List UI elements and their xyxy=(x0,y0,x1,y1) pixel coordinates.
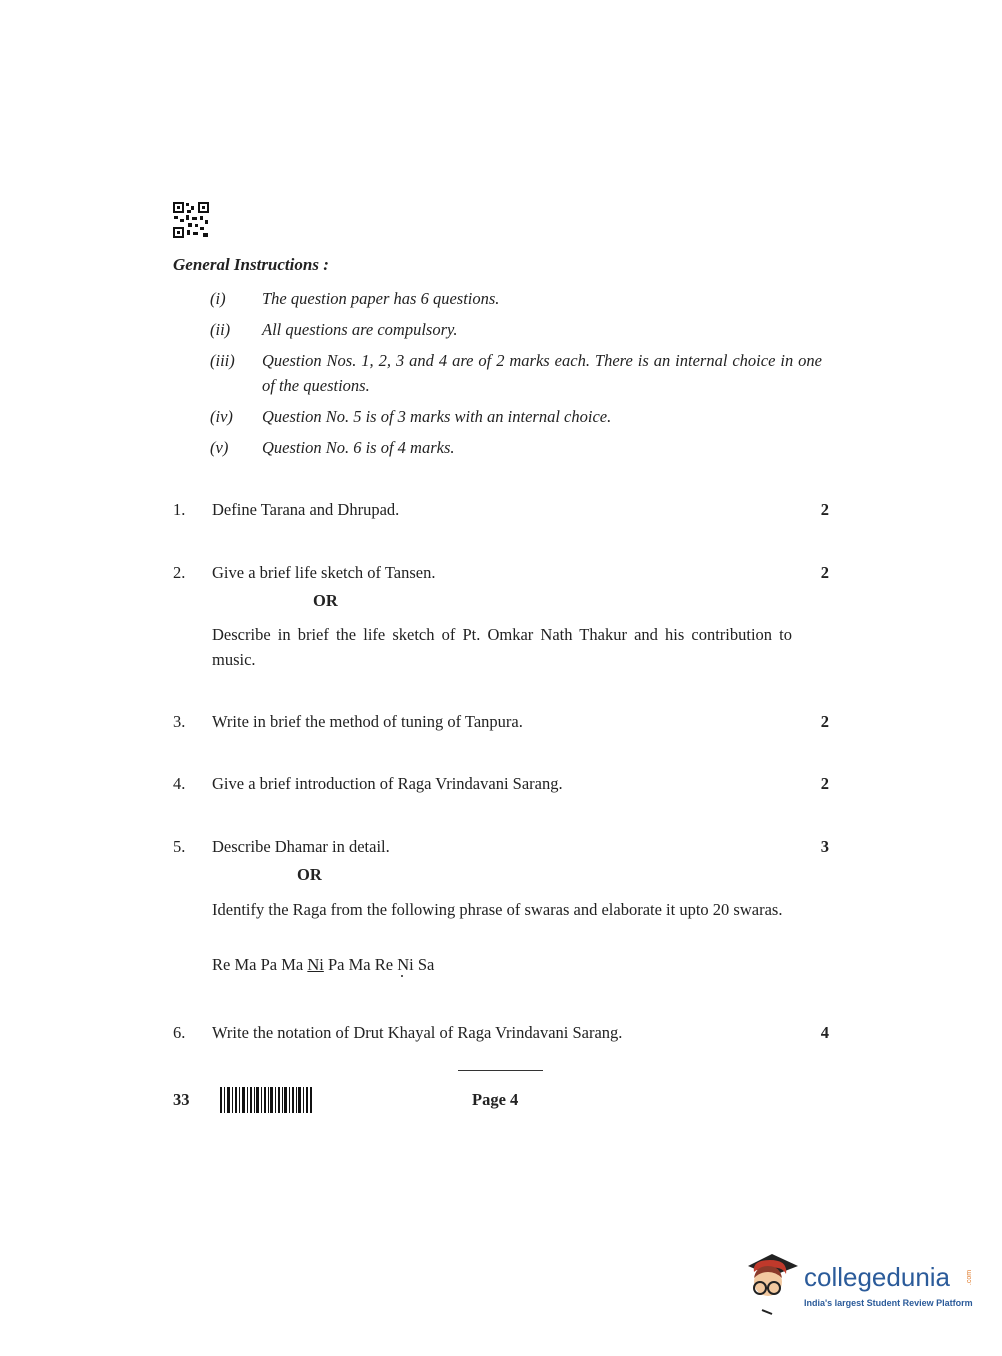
swara: Ma xyxy=(234,955,257,974)
swara: Re xyxy=(212,955,231,974)
question-number: 6. xyxy=(173,1023,186,1042)
swara: Re xyxy=(374,955,394,974)
instruction-text: Question Nos. 1, 2, 3 and 4 are of 2 marks each. There is an internal choice in one of the questions. xyxy=(262,351,822,395)
or-label: OR xyxy=(313,591,338,610)
logo-wordmark: collegedunia xyxy=(804,1262,951,1292)
alternate-question: Identify the Raga from the following phrase of swaras and elaborate it upto 20 swaras. xyxy=(212,900,783,919)
question-marks: 2 xyxy=(820,500,829,519)
question-number: 4. xyxy=(173,774,186,793)
swara-komal: Ni xyxy=(307,955,324,974)
swara: Pa xyxy=(260,955,278,974)
instruction-number: (iv) xyxy=(210,407,233,426)
page-number: Page 4 xyxy=(472,1090,519,1109)
instructions-title: General Instructions : xyxy=(173,255,329,274)
swara: Ma xyxy=(281,955,304,974)
question-number: 1. xyxy=(173,500,186,519)
swara-phrase xyxy=(212,952,792,977)
mascot-icon xyxy=(742,1248,802,1316)
collegedunia-logo xyxy=(742,1248,972,1318)
question-marks: 3 xyxy=(820,837,829,856)
swara-mandra: Ni xyxy=(397,955,414,974)
question-text: Give a brief introduction of Raga Vrindavani Sarang. xyxy=(212,774,563,793)
question-text: Define Tarana and Dhrupad. xyxy=(212,500,400,519)
instruction-number: (v) xyxy=(210,438,229,457)
question-text: Write in brief the method of tuning of Tanpura. xyxy=(212,712,523,731)
instruction-text: The question paper has 6 questions. xyxy=(262,289,500,308)
question-marks: 2 xyxy=(820,774,829,793)
qr-code xyxy=(173,202,209,238)
instruction-text: Question No. 6 is of 4 marks. xyxy=(262,438,455,457)
question-marks: 4 xyxy=(820,1023,829,1042)
footer-divider xyxy=(458,1070,543,1071)
logo-tagline: India's largest Student Review Platform xyxy=(804,1298,973,1308)
paper-code: 33 xyxy=(173,1090,190,1109)
instruction-number: (i) xyxy=(210,289,226,308)
question-marks: 2 xyxy=(820,563,829,582)
or-label: OR xyxy=(297,865,322,884)
question-marks: 2 xyxy=(820,712,829,731)
question-number: 2. xyxy=(173,563,186,582)
question-number: 3. xyxy=(173,712,186,731)
swara: Sa xyxy=(417,955,435,974)
instruction-text: Question No. 5 is of 3 marks with an internal choice. xyxy=(262,407,612,426)
swara: Pa xyxy=(327,955,345,974)
question-text: Describe Dhamar in detail. xyxy=(212,837,390,856)
instruction-number: (iii) xyxy=(210,351,235,370)
instruction-number: (ii) xyxy=(210,320,231,339)
question-number: 5. xyxy=(173,837,186,856)
swara: Ma xyxy=(348,955,371,974)
instruction-text: All questions are compulsory. xyxy=(262,320,458,339)
alternate-question: Describe in brief the life sketch of Pt. Omkar Nath Thakur and his contribution to music. xyxy=(212,625,792,669)
question-text: Write the notation of Drut Khayal of Raga Vrindavani Sarang. xyxy=(212,1023,623,1042)
barcode xyxy=(220,1087,312,1113)
question-text: Give a brief life sketch of Tansen. xyxy=(212,563,436,582)
logo-suffix: .com xyxy=(966,1269,974,1286)
